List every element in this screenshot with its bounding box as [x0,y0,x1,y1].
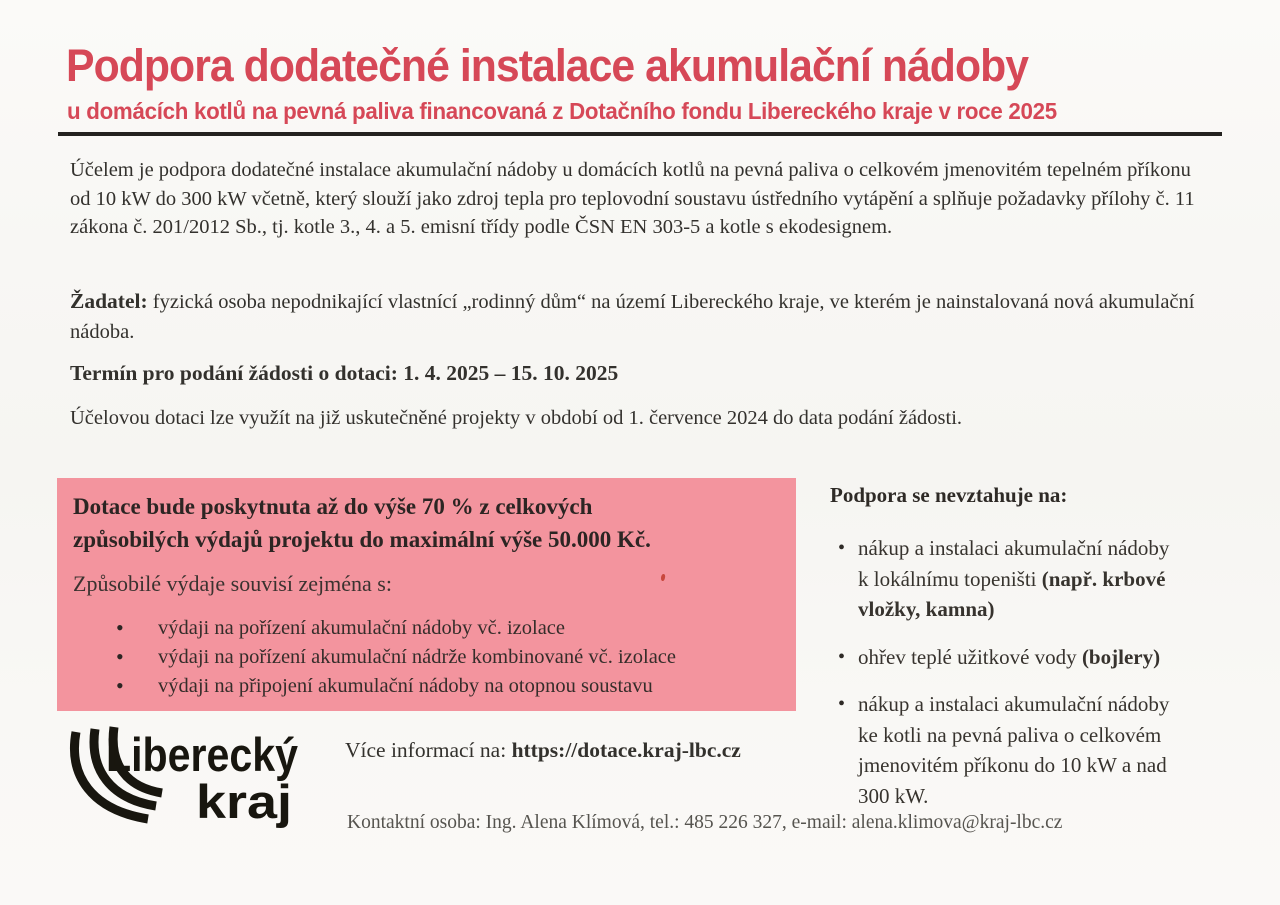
liberecky-kraj-logo [58,720,310,834]
list-item [830,533,1180,625]
exclusions-heading: Podpora se nevztahuje na: [830,483,1068,507]
grant-headline: Dotace bude poskytnuta až do výše 70 % z celkových způsobilých výdajů projektu do maximální výše 50.000 Kč. [73,494,651,552]
more-info-url: https://dotace.kraj-lbc.cz [511,738,741,762]
exclusions-column [830,482,1175,828]
applicant-paragraph [70,286,1200,347]
exclusion-text: nákup a instalaci akumulační nádoby ke kotli na pevná paliva o celkovém jmenovitém příkonu do 10 kW a nad 300 kW. [858,692,1170,808]
grant-highlight-box [57,478,796,711]
usage-note: Účelovou dotaci lze využít na již uskutečněné projekty v období od 1. července 2024 do data podání žádosti. [70,407,963,429]
page-subtitle: u domácích kotlů na pevná paliva financovaná z Dotačního fondu Libereckého kraje v roce 2025 [67,98,1057,124]
eligible-expenses-list [73,614,778,701]
exclusions-list [830,533,1175,811]
list-item [830,689,1180,811]
list-item: • výdaji na pořízení akumulační nádrže kombinované vč. izolace [158,643,778,672]
intro-paragraph: Účelem je podpora dodatečné instalace akumulační nádoby u domácích kotlů na pevná paliva o celkovém jmenovitém tepelném příkonu od 10 kW do 300 kW včetně, který slouží jako zdroj tepla pro teplovodní soustavu ústředního vytápění a splňuje požadavky přílohy č. 11 zákona č. 201/2012 Sb., tj. kotle 3., 4. a 5. emisní třídy podle ČSN EN 303-5 a kotle s ekodesignem. [70,159,1195,238]
header-divider [58,132,1222,136]
logo-text-line2: kraj [196,775,292,828]
exclusion-bold-text: (bojlery) [1081,644,1161,669]
list-item: • výdaji na pořízení akumulační nádoby vč. izolace [158,614,778,643]
liberecky-kraj-logo-icon [58,720,310,834]
list-item [830,642,1180,673]
exclusion-text: ohřev teplé užitkové vody [858,644,1082,669]
logo-text-line1: Liberecký [106,728,298,781]
exclusion-text: nákup a instalaci akumulační nádoby k lokálnímu topeništi [858,536,1170,591]
deadline-line: Termín pro podání žádosti o dotaci: 1. 4. 2025 – 15. 10. 2025 [70,361,619,385]
applicant-label: Žadatel: [70,289,148,313]
list-item: • výdaji na připojení akumulační nádoby na otopnou soustavu [158,672,778,701]
contact-line: Kontaktní osoba: Ing. Alena Klímová, tel.: 485 226 327, e-mail: alena.klimova@kraj-lbc.cz [347,812,1063,833]
exclusion-bold-text: (např. krbové vložky, kamna) [858,566,1166,621]
more-info-line [345,738,741,763]
more-info-label: Více informací na: [345,738,512,762]
page-title: Podpora dodatečné instalace akumulační nádoby [66,40,1029,91]
applicant-text: fyzická osoba nepodnikající vlastnící „rodinný dům“ na území Libereckého kraje, ve kterém je nainstalovaná nová akumulační nádoba. [70,291,1195,343]
grant-subheading: Způsobilé výdaje souvisí zejména s: [73,571,392,596]
